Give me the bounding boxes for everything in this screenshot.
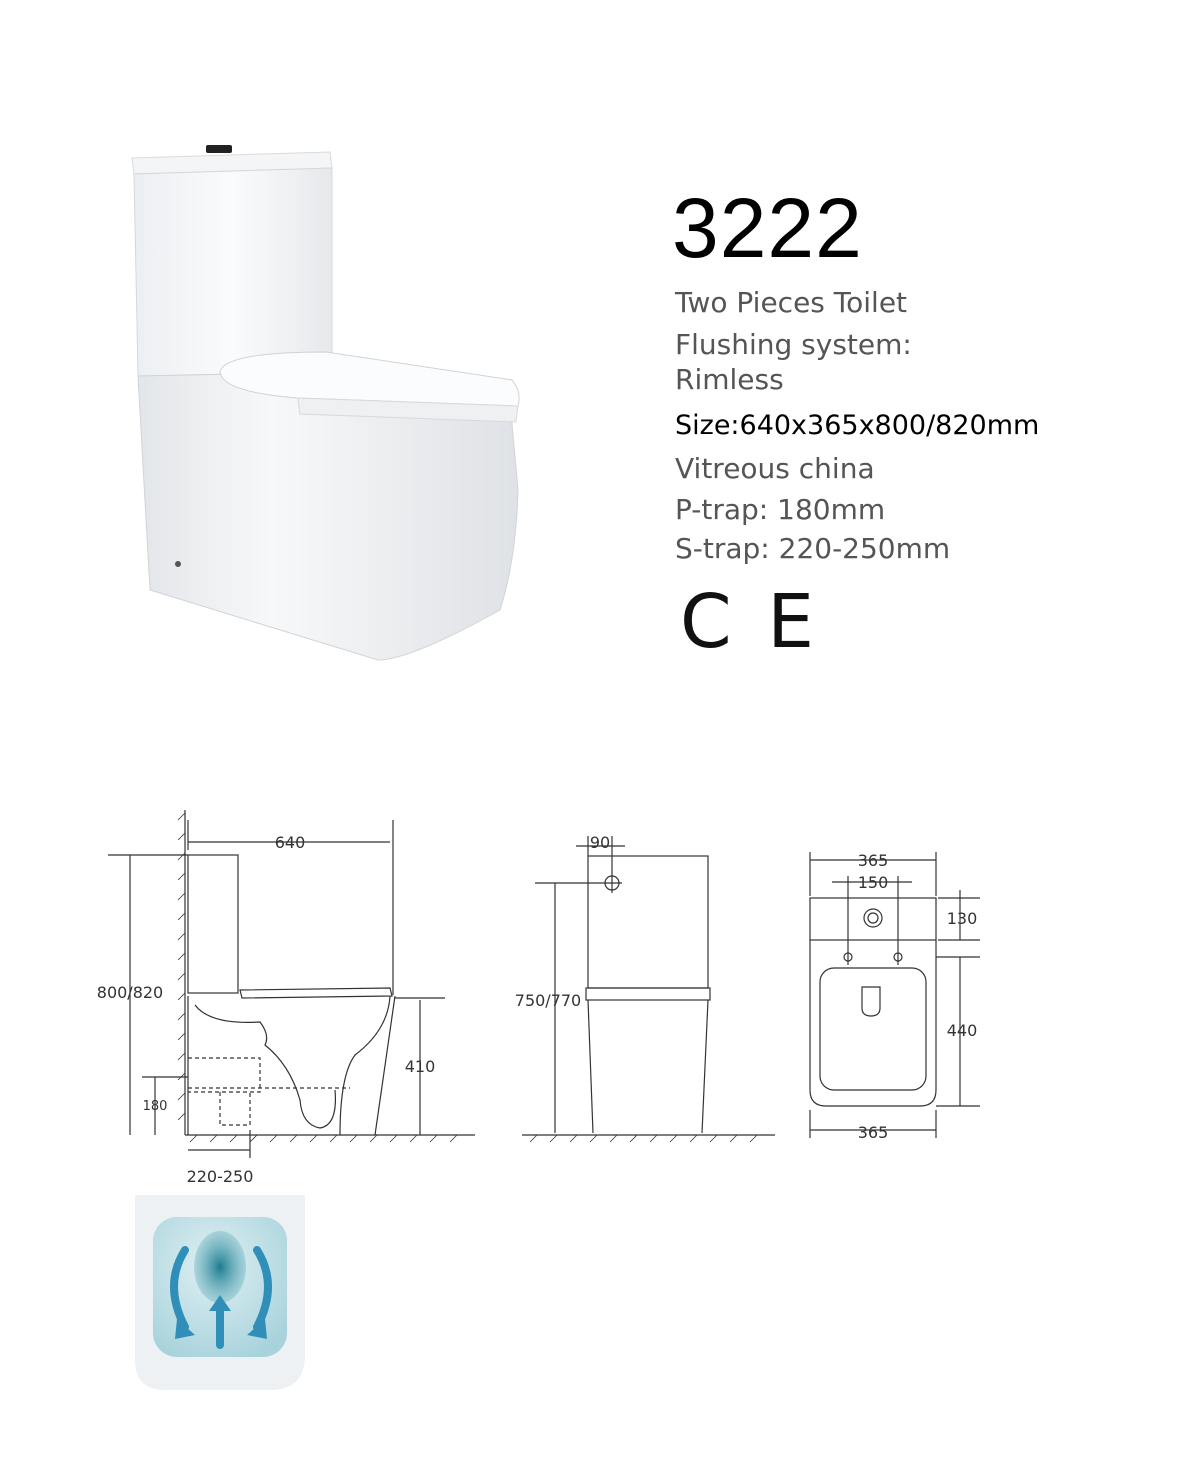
dim-front-height: 750/770 [514,991,582,1010]
spec-flushing-label: Flushing system: [675,328,912,361]
dim-bowl-depth: 440 [946,1021,978,1040]
dim-bottom-width: 365 [857,1123,889,1142]
dim-hole-spacing: 150 [857,873,889,892]
dim-seat-height: 410 [404,1057,436,1076]
spec-size: Size:640x365x800/820mm [675,410,1040,441]
rimless-bowl-photo [135,1195,305,1390]
ce-certification-mark: C E [680,579,820,665]
dim-side-width: 640 [274,833,306,852]
spec-material: Vitreous china [675,452,875,485]
top-view-drawing [810,852,980,1138]
spec-s-trap: S-trap: 220-250mm [675,532,951,565]
flush-button-icon [206,145,232,153]
technical-drawings [90,800,990,1200]
dim-side-height: 800/820 [96,983,164,1002]
spec-type: Two Pieces Toilet [675,286,908,319]
spec-p-trap: P-trap: 180mm [675,493,886,526]
dim-top-width: 365 [857,851,889,870]
model-number: 3222 [672,181,863,275]
dim-s-trap: 220-250 [186,1167,254,1186]
dim-p-trap: 180 [142,1099,168,1114]
dim-front-offset: 90 [589,833,611,852]
front-view-drawing [522,836,775,1142]
dim-tank-depth: 130 [946,909,978,928]
spec-flushing-value: Rimless [675,363,784,396]
toilet-product-photo [120,140,540,680]
